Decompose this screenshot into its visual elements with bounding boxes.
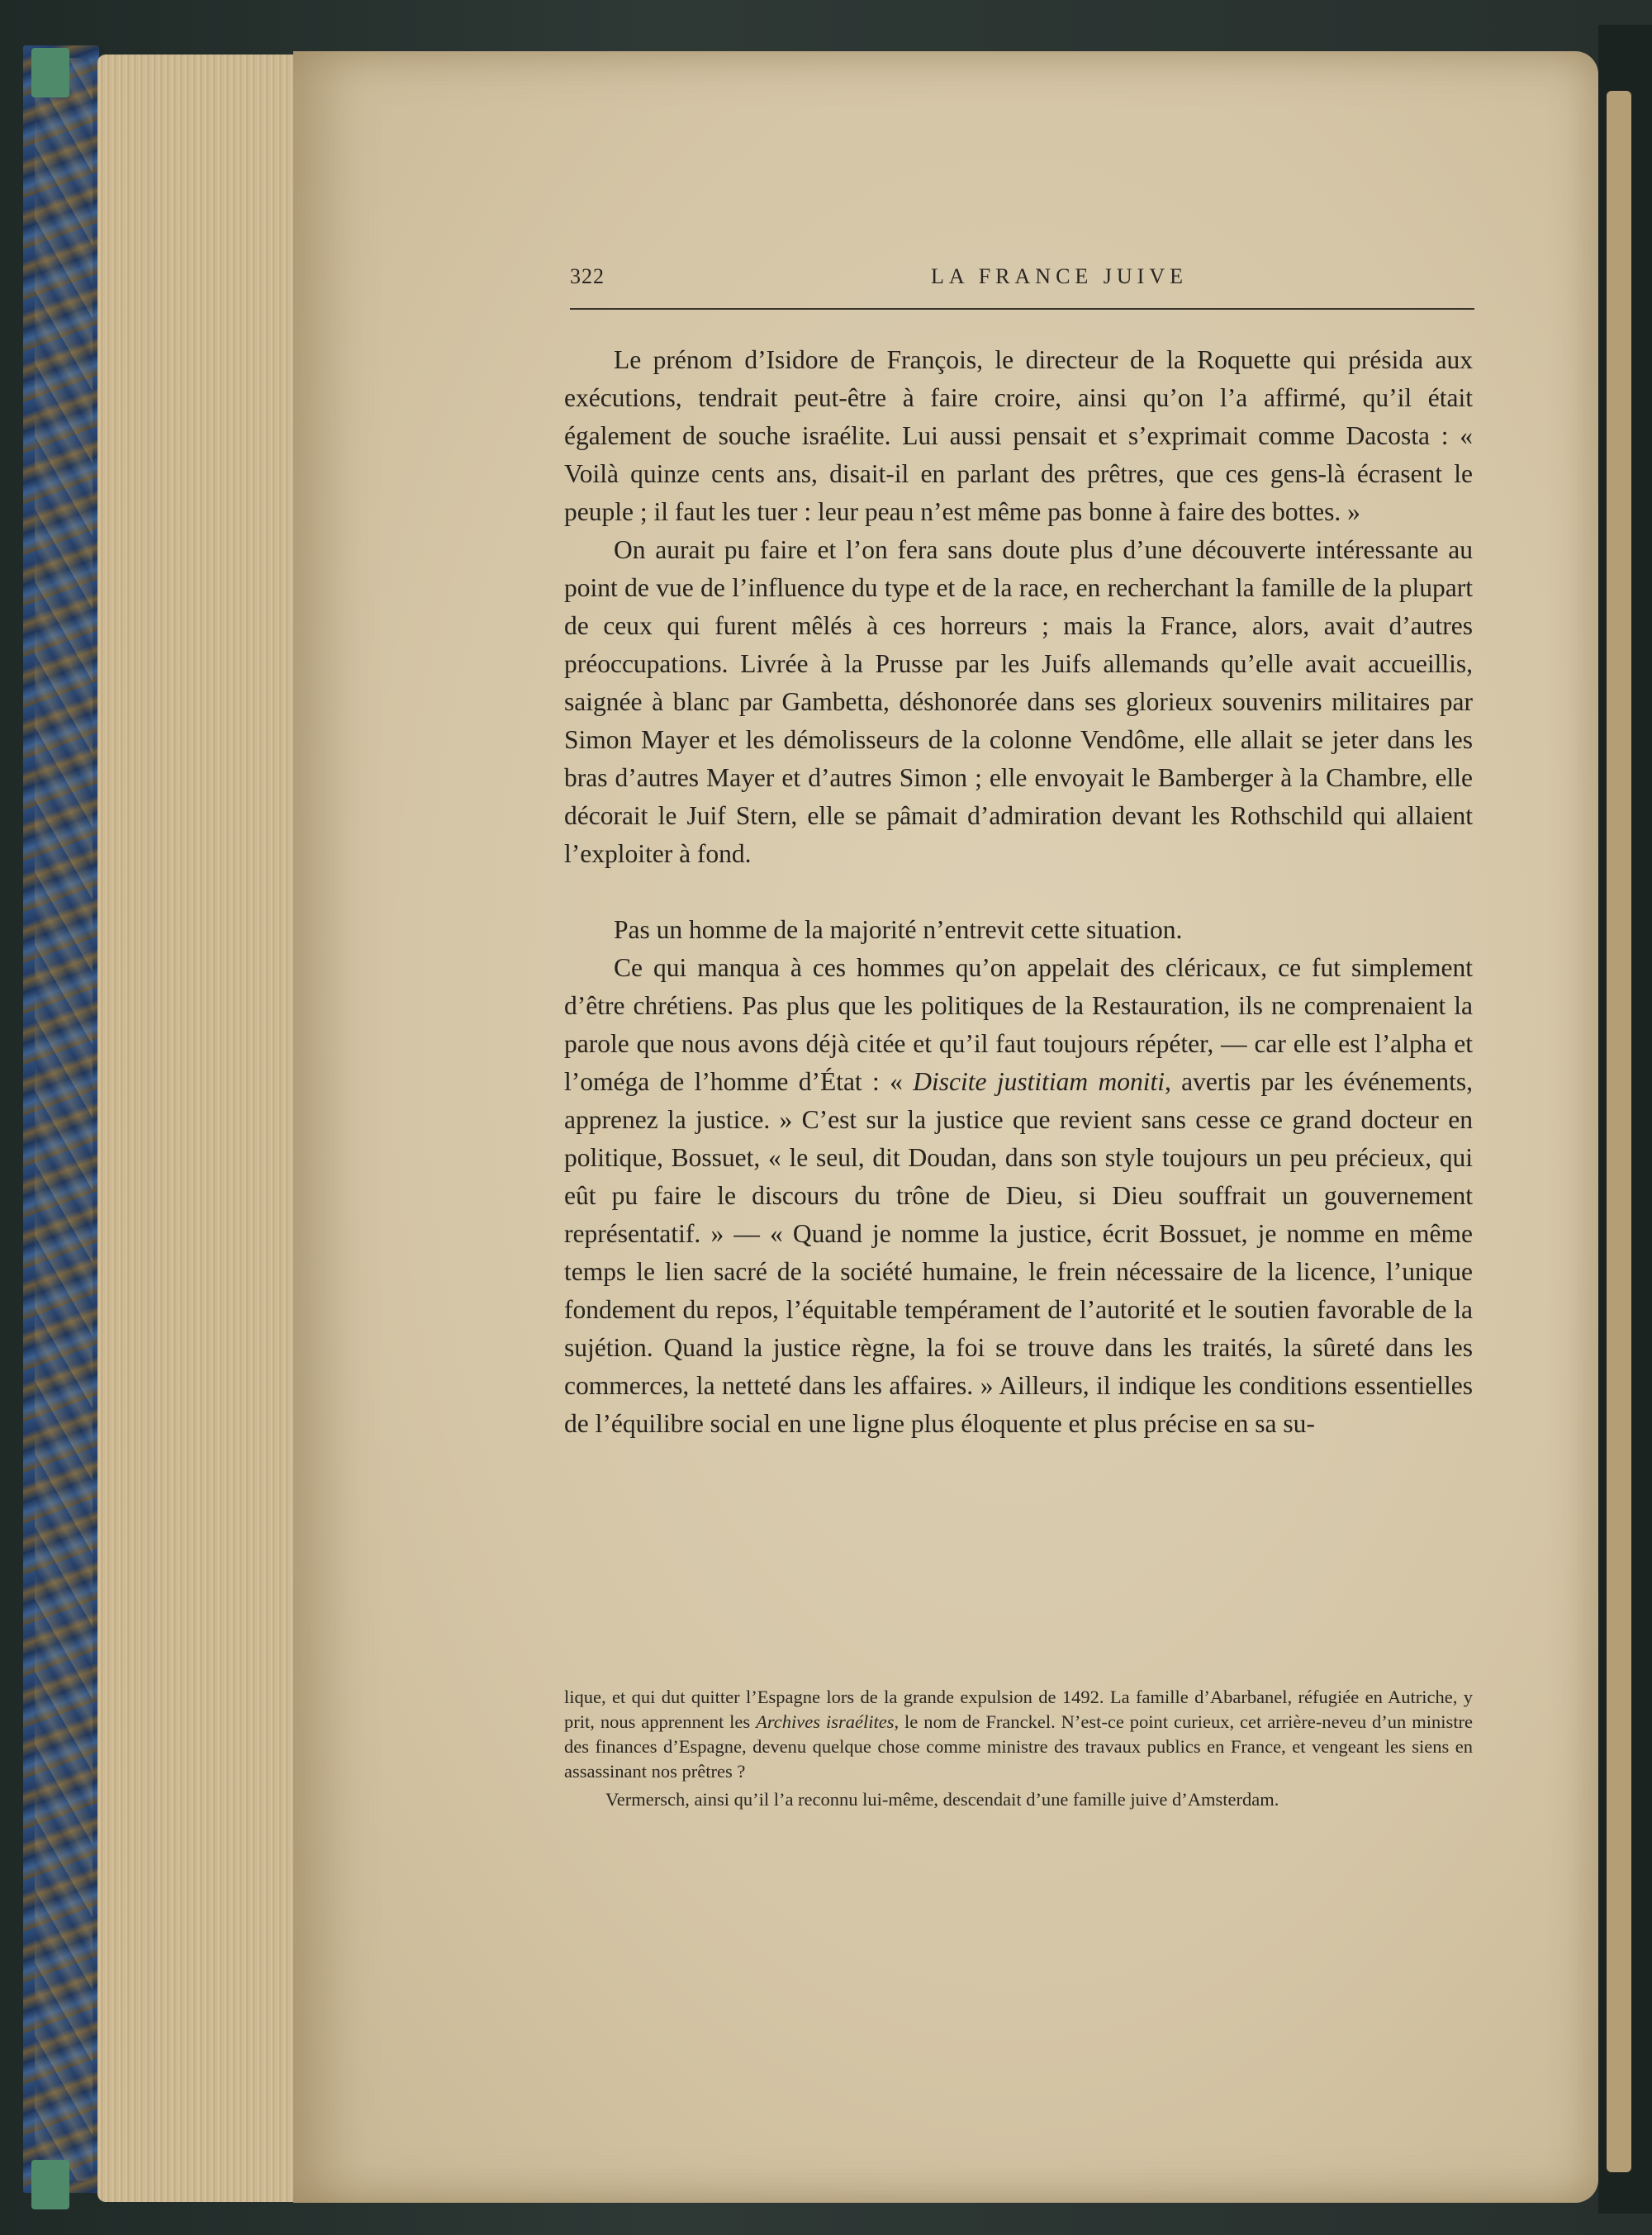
paragraph-4-part-1: Ce qui manqua à ces hommes qu’on appelait des cléricaux, ce fut simplement d’être chrétiens. Pas plus que les politiques de la Restauration, ils ne comprenaient la parole que nous avons déjà citée et qu’il faut toujours répéter, — car elle est l’alpha et l’oméga de l’homme d’État : « <box>564 953 1473 1096</box>
marbled-cover-pattern <box>35 58 93 2180</box>
page-stack-edge <box>97 55 304 2202</box>
paragraph-3: Pas un homme de la majorité n’entrevit cette situation. <box>614 915 1183 944</box>
body-text <box>564 341 1473 1443</box>
paragraph-4 <box>564 949 1473 1443</box>
paragraph-4-part-2: , avertis par les événements, apprenez la justice. » C’est sur la justice que revient sans cesse ce grand docteur en politique, Bossuet, « le seul, dit Doudan, dans son style toujours un peu précieux, qui eût pu faire le discours du trône de Dieu, si Dieu souffrait un gouvernement représentatif. » — « Quand je nomme la justice, écrit Bossuet, je nomme en même temps le lien sacré de la société humaine, le frein nécessaire de la licence, l’unique fondement du repos, l’équitable tempérament de l’autorité et le soutien favorable de la sujétion. Quand la justice règne, la foi se trouve dans les traités, la sûreté dans les commerces, la netteté dans les affaires. » Ailleurs, il indique les conditions essentielles de l’équilibre social en une ligne plus éloquente et plus précise en sa su- <box>564 1067 1473 1438</box>
header-rule <box>570 308 1474 310</box>
running-head <box>570 261 1474 299</box>
latin-quote: Discite justitiam moniti <box>913 1067 1165 1096</box>
paragraph-1: Le prénom d’Isidore de François, le directeur de la Roquette qui présida aux exécutions, tendrait peut-être à faire croire, ainsi qu’on l’a affirmé, qu’il était également de souche israélite. Lui aussi pensait et s’exprimait comme Dacosta : « Voilà quinze cents ans, disait-il en parlant des prêtres, que ces gens-là écrasent le peuple ; il faut les tuer : leur peau n’est même pas bonne à faire des bottes. » <box>564 345 1473 526</box>
facing-page-edge <box>1607 91 1631 2172</box>
footnote-vermersch: Vermersch, ainsi qu’il l’a reconnu lui-même, descendait d’une famille juive d’Amsterdam. <box>605 1789 1279 1810</box>
footnote-continued-part-2: , le nom de Franckel. N’est-ce point curieux, cet arrière-neveu d’un ministre des finances d’Espagne, devenu quelque chose comme ministre des travaux publics en France, et vengeant les siens en assassinant nos prêtres ? <box>564 1711 1473 1782</box>
footnote-continued <box>564 1685 1473 1784</box>
page-number: 322 <box>570 264 605 288</box>
cover-corner-bottom <box>31 2160 69 2209</box>
cover-corner-top <box>31 48 69 97</box>
footnotes <box>564 1685 1473 1812</box>
footnote-continued-part-1: lique, et qui dut quitter l’Espagne lors de la grande expulsion de 1492. La famille d’Abarbanel, réfugiée en Autriche, y prit, nous apprennent les <box>564 1687 1473 1732</box>
footnote-italic-title: Archives israélites <box>756 1711 895 1732</box>
paragraph-2: On aurait pu faire et l’on fera sans doute plus d’une découverte intéressante au point de vue de l’influence du type et de la race, en recherchant la famille de la plupart de ceux qui furent mêlés à ces horreurs ; mais la France, alors, avait d’autres préoccupations. Livrée à la Prusse par les Juifs allemands qu’elle avait accueillis, saignée à blanc par Gambetta, déshonorée dans ses glorieux souvenirs militaires par Simon Mayer et les démolisseurs de la colonne Vendôme, elle allait se jeter dans les bras d’autres Mayer et d’autres Simon ; elle envoyait le Bamberger à la Chambre, elle décorait le Juif Stern, elle se pâmait d’admiration devant les Rothschild qui allaient l’exploiter à fond. <box>564 535 1473 868</box>
running-title: LA FRANCE JUIVE <box>930 264 1188 288</box>
